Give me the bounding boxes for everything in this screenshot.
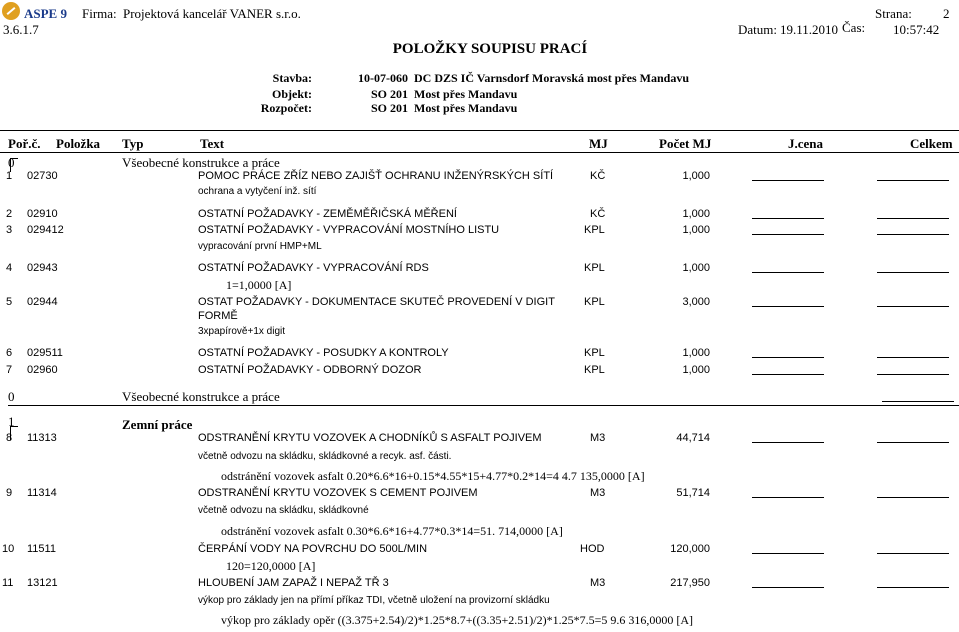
row-number: 8 <box>6 432 13 444</box>
total-blank <box>877 442 949 443</box>
row-code: 11313 <box>27 432 57 444</box>
row-qty: 51,714 <box>676 487 710 499</box>
section-number: 1 <box>8 414 15 429</box>
rozpocet-code: SO 201 <box>371 101 409 115</box>
row-note: ochrana a vytyčení inž. sítí <box>198 186 317 197</box>
firm-name: Projektová kancelář VANER s.r.o. <box>123 6 301 21</box>
section-total-title: Všeobecné konstrukce a práce <box>122 389 280 404</box>
row-calc: 120=120,0000 [A] <box>226 559 316 573</box>
row-code: 029511 <box>27 347 63 359</box>
col-typ: Typ <box>122 136 144 151</box>
row-note: vypracování první HMP+ML <box>198 241 322 252</box>
row-qty: 1,000 <box>682 347 710 359</box>
app-name: ASPE 9 <box>24 6 67 21</box>
row-mj: KPL <box>584 262 605 274</box>
objekt-code: SO 201 <box>371 87 409 101</box>
row-code: 029412 <box>27 224 64 236</box>
date-value: 19.11.2010 <box>780 22 839 37</box>
row-qty: 1,000 <box>682 170 710 182</box>
row-text: POMOC PRÁCE ZŘÍZ NEBO ZAJIŠŤ OCHRANU INŽENÝRSKÝCH SÍTÍ <box>198 170 554 182</box>
row-text-continued: FORMĚ <box>198 310 238 322</box>
row-number: 6 <box>6 347 13 359</box>
row-mj: KČ <box>590 170 606 182</box>
section-total-blank <box>882 401 954 402</box>
total-blank <box>877 272 949 273</box>
row-qty: 3,000 <box>682 296 710 308</box>
row-code: 11314 <box>27 487 57 499</box>
row-code: 02910 <box>27 208 58 220</box>
row-qty: 44,714 <box>676 432 710 444</box>
rozpocet-label: Rozpočet: <box>260 101 312 115</box>
unit-price-blank <box>752 180 824 181</box>
total-blank <box>877 553 949 554</box>
col-jcena: J.cena <box>788 136 824 151</box>
row-code: 02730 <box>27 170 58 182</box>
total-blank <box>877 306 949 307</box>
row-mj: KPL <box>584 364 605 376</box>
row-calc: odstránění vozovek asfalt 0.20*6.6*16+0.15*4.55*15+4.77*0.2*14=4 4.7 135,0000 [A] <box>221 469 645 483</box>
row-note: 3xpapírově+1x digit <box>198 326 286 337</box>
row-number: 1 <box>6 170 13 182</box>
total-blank <box>877 180 949 181</box>
row-number: 4 <box>6 262 13 274</box>
col-pocet: Počet MJ <box>659 136 712 151</box>
col-porc: Poř.č. <box>8 136 41 151</box>
row-code: 02960 <box>27 364 58 376</box>
row-text: OSTATNÍ POŽADAVKY - ZEMĚMĚŘIČSKÁ MĚŘENÍ <box>198 208 457 220</box>
row-calc: 1=1,0000 [A] <box>226 278 292 292</box>
row-text: OSTATNÍ POŽADAVKY - VYPRACOVÁNÍ MOSTNÍHO LISTU <box>198 224 500 236</box>
row-number: 5 <box>6 296 13 308</box>
row-qty: 1,000 <box>682 224 710 236</box>
row-text: ČERPÁNÍ VODY NA POVRCHU DO 500L/MIN <box>198 543 428 555</box>
row-note: včetně odvozu na skládku, skládkovné <box>198 505 369 516</box>
stavba-label: Stavba: <box>272 71 312 85</box>
unit-price-blank <box>752 587 824 588</box>
total-blank <box>877 587 949 588</box>
time-value: 10:57:42 <box>893 22 940 37</box>
page-title: POLOŽKY SOUPISU PRACÍ <box>392 41 588 57</box>
section-title: Zemní práce <box>122 417 193 432</box>
row-calc: výkop pro základy opěr ((3.375+2.54)/2)*1.25*8.7+((3.35+2.51)/2)*1.25*7.5=5 9.6 316,0000 [A] <box>221 613 693 627</box>
row-mj: KPL <box>584 296 605 308</box>
total-blank <box>877 497 949 498</box>
section-total-rule <box>8 405 959 406</box>
page-label: Strana: <box>875 6 912 21</box>
section-number: 0 <box>8 389 15 404</box>
row-number: 9 <box>6 487 13 499</box>
date-label: Datum: <box>738 22 777 37</box>
row-text: OSTATNÍ POŽADAVKY - POSUDKY A KONTROLY <box>198 347 449 359</box>
row-number: 10 <box>2 543 15 555</box>
row-code: 13121 <box>27 577 58 589</box>
row-note: včetně odvozu na skládku, skládkovné a recyk. asf. části. <box>198 451 452 462</box>
unit-price-blank <box>752 357 824 358</box>
row-code: 02943 <box>27 262 58 274</box>
header-top-rule <box>0 130 959 131</box>
unit-price-blank <box>752 234 824 235</box>
col-polozka: Položka <box>56 136 101 151</box>
row-qty: 120,000 <box>670 543 710 555</box>
unit-price-blank <box>752 374 824 375</box>
rozpocet-name: Most přes Mandavu <box>414 101 518 115</box>
objekt-name: Most přes Mandavu <box>414 87 518 101</box>
section-title: Všeobecné konstrukce a práce <box>122 155 280 170</box>
firm-label: Firma: <box>82 6 117 21</box>
unit-price-blank <box>752 218 824 219</box>
row-text: OSTATNÍ POŽADAVKY - VYPRACOVÁNÍ RDS <box>198 262 429 274</box>
total-blank <box>877 357 949 358</box>
row-mj: M3 <box>590 432 606 444</box>
col-celkem: Celkem <box>910 136 953 151</box>
version: 3.6.1.7 <box>3 22 39 37</box>
row-note: výkop pro základy jen na přímí příkaz TDI, včetně uložení na provizorní skládku <box>198 595 550 606</box>
row-number: 11 <box>2 577 14 589</box>
col-text: Text <box>200 136 225 151</box>
row-mj: KČ <box>590 208 606 220</box>
stavba-name: DC DZS IČ Varnsdorf Moravská most přes Mandavu <box>414 71 690 85</box>
row-mj: KPL <box>584 347 605 359</box>
total-blank <box>877 234 949 235</box>
section-number: 0 <box>8 155 15 170</box>
row-qty: 217,950 <box>670 577 710 589</box>
unit-price-blank <box>752 497 824 498</box>
aspe-logo-icon <box>2 2 20 20</box>
row-qty: 1,000 <box>682 364 710 376</box>
stavba-code: 10-07-060 <box>358 71 408 85</box>
row-mj: M3 <box>590 487 606 499</box>
row-qty: 1,000 <box>682 208 710 220</box>
unit-price-blank <box>752 306 824 307</box>
row-calc: odstránění vozovek asfalt 0.30*6.6*16+4.77*0.3*14=51. 714,0000 [A] <box>221 524 563 538</box>
unit-price-blank <box>752 553 824 554</box>
row-number: 2 <box>6 208 13 220</box>
row-qty: 1,000 <box>682 262 710 274</box>
row-text: OSTATNÍ POŽADAVKY - ODBORNÝ DOZOR <box>198 364 422 376</box>
row-text: ODSTRANĚNÍ KRYTU VOZOVEK S CEMENT POJIVEM <box>198 487 478 499</box>
row-text: OSTAT POŽADAVKY - DOKUMENTACE SKUTEČ PROVEDENÍ V DIGIT <box>198 296 555 308</box>
header-bottom-rule <box>0 152 959 153</box>
total-blank <box>877 374 949 375</box>
row-code: 11511 <box>27 543 56 555</box>
row-number: 3 <box>6 224 13 236</box>
row-mj: M3 <box>590 577 606 589</box>
row-text: HLOUBENÍ JAM ZAPAŽ I NEPAŽ TŘ 3 <box>198 577 389 589</box>
objekt-label: Objekt: <box>272 87 312 101</box>
row-mj: HOD <box>580 543 605 555</box>
unit-price-blank <box>752 272 824 273</box>
col-mj: MJ <box>589 136 608 151</box>
page-number: 2 <box>943 6 950 21</box>
row-number: 7 <box>6 364 13 376</box>
row-code: 02944 <box>27 296 58 308</box>
row-mj: KPL <box>584 224 605 236</box>
unit-price-blank <box>752 442 824 443</box>
time-label: Čas: <box>842 20 866 35</box>
total-blank <box>877 218 949 219</box>
row-text: ODSTRANĚNÍ KRYTU VOZOVEK A CHODNÍKŮ S ASFALT POJIVEM <box>198 432 542 444</box>
